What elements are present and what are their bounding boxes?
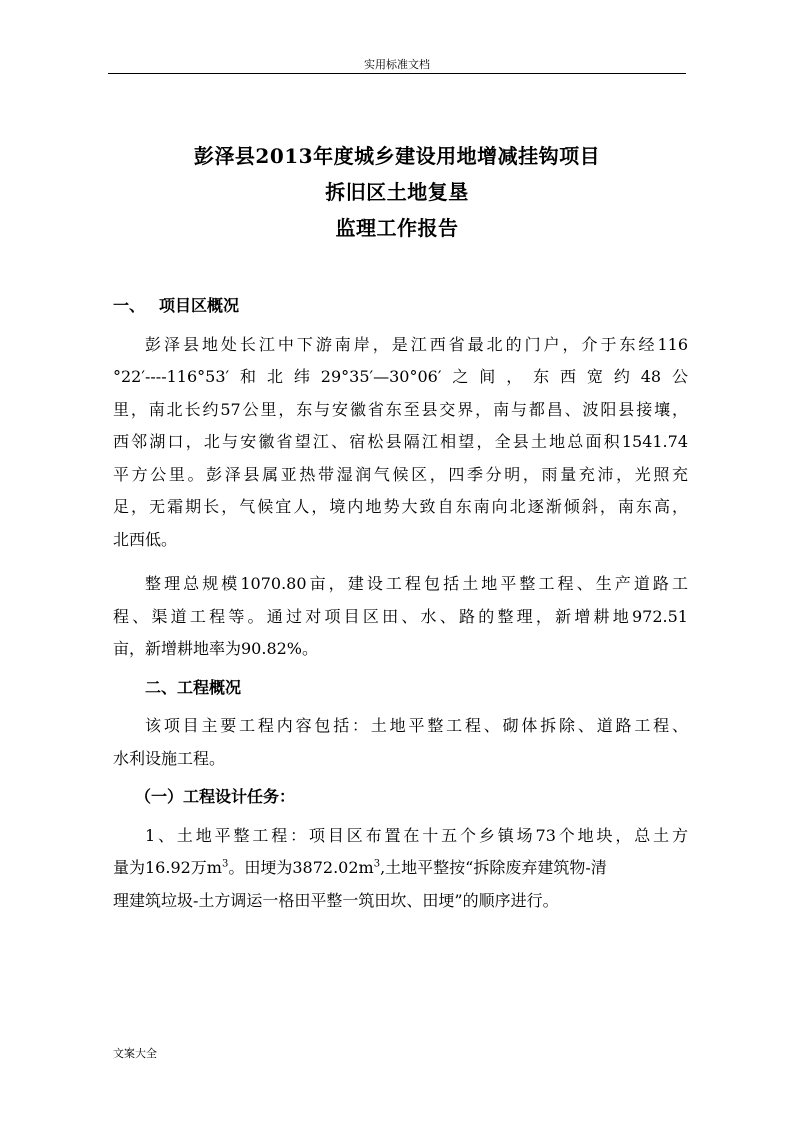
paragraph-line: 量为16.92万$m^3$。田埂为$3872.02m^3$,土地平整按“拆除废弃建筑物-清: [113, 858, 607, 877]
page-footer: 文案大全: [113, 1047, 157, 1060]
paragraph-line: 水利设施工程。: [113, 748, 226, 768]
paragraph-line: 里，南北长约57公里，东与安徽省东至县交界，南与都昌、波阳县接壤，: [113, 399, 688, 419]
paragraph-line: 整理总规模1070.80亩，建设工程包括土地平整工程、生产道路工: [145, 574, 688, 593]
paragraph-line: 西邻湖口，北与安徽省望江、宿松县隔江相望，全县土地总面积1541.74: [113, 432, 688, 451]
section-1-heading: [113, 290, 688, 323]
paragraph-line: °22′----116°53′和北纬29°35′—30°06′之间，东西宽约48公: [113, 367, 688, 386]
paragraph-line: 理建筑垃圾-土方调运一格田平整一筑田坎、田埂”的顺序进行。: [113, 890, 559, 910]
paragraph-line: 平方公里。彭泽县属亚热带湿润气候区，四季分明，雨量充沛，光照充: [113, 464, 688, 484]
page-header: 实用标准文档: [364, 58, 430, 71]
paragraph-line: 该项目主要工程内容包括：土地平整工程、砌体拆除、道路工程、: [145, 716, 688, 735]
document-title-line-2: 拆旧区土地复垦: [325, 180, 469, 204]
paragraph-line: 彭泽县地处长江中下游南岸，是江西省最北的门户，介于东经116: [145, 334, 688, 354]
section-1-paragraph-2: [113, 568, 688, 666]
paragraph-line: 北西低。: [113, 529, 178, 549]
paragraph-line: 亩，新增耕地率为90.82%。: [113, 639, 319, 658]
document-title-line-3: 监理工作报告: [335, 216, 459, 240]
header-divider: [108, 73, 686, 74]
paragraph-line: 足，无霜期长，气候宜人，境内地势大致自东南向北逐渐倾斜，南东高，: [113, 497, 688, 516]
document-title-line-1: 彭泽县2013年度城乡建设用地增减挂钩项目: [193, 144, 601, 168]
section-1-title: 项目区概况: [159, 296, 240, 315]
paragraph-line: 1、土地平整工程：项目区布置在十五个乡镇场73个地块，总土方: [145, 825, 688, 845]
section-1-paragraph-1: [113, 329, 688, 557]
subsection-heading: （一）工程设计任务：: [135, 787, 296, 806]
item-1-paragraph: [113, 820, 688, 918]
section-2-heading: 二、工程概况: [145, 677, 242, 697]
section-1-number: 一、: [113, 296, 146, 315]
paragraph-line: 程、渠道工程等。通过对项目区田、水、路的整理，新增耕地972.51: [113, 606, 688, 626]
section-2-paragraph-1: [113, 710, 688, 775]
document-body: [113, 290, 688, 917]
